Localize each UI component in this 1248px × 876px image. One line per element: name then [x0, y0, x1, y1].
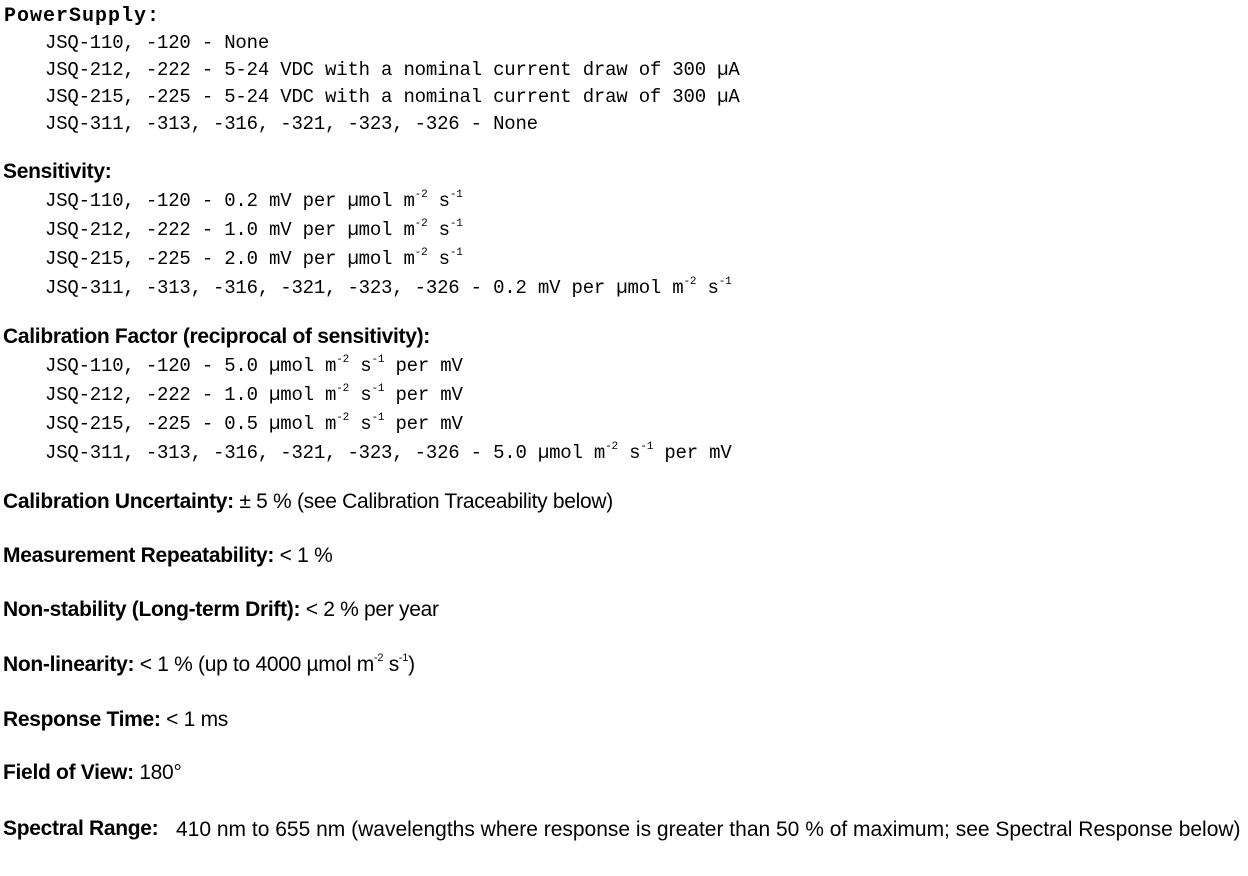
sensitivity-line: JSQ-110, -120 - 0.2 mV per µmol $m^{-2}$ $s^{-1}$: [45, 188, 463, 212]
calibration-uncertainty: Calibration Uncertainty: ± 5 % (see Calibration Traceability below): [3, 490, 613, 513]
sensitivity-line: JSQ-212, -222 - 1.0 mV per µmol $m^{-2}$ $s^{-1}$: [45, 217, 463, 241]
calibration-factor-line: JSQ-212, -222 - 1.0 µmol $m^{-2}$ $s^{-1}$ per mV: [45, 382, 463, 406]
spectral-range-value: 410 nm to 655 nm (wavelengths where response is greater than 50 % of maximum; see Spectral Response below): [176, 818, 1241, 841]
non-linearity: Non-linearity: < 1 % (up to 4000 µmol $m^{-2}$ $s^{-1}$): [3, 652, 415, 676]
power-supply-heading: PowerSupply:: [4, 5, 161, 28]
power-supply-line: JSQ-215, -225 - 5-24 VDC with a nominal current draw of 300 µA: [45, 86, 740, 108]
sensitivity-line: JSQ-215, -225 - 2.0 mV per µmol $m^{-2}$ $s^{-1}$: [45, 246, 463, 270]
calibration-factor-heading: Calibration Factor (reciprocal of sensitivity):: [3, 325, 430, 348]
power-supply-line: JSQ-212, -222 - 5-24 VDC with a nominal current draw of 300 µA: [45, 59, 740, 81]
sensitivity-line: JSQ-311, -313, -316, -321, -323, -326 - 0.2 mV per µmol $m^{-2}$ $s^{-1}$: [45, 275, 732, 299]
calibration-factor-line: JSQ-110, -120 - 5.0 µmol $m^{-2}$ $s^{-1}$ per mV: [45, 353, 463, 377]
response-time: Response Time: < 1 ms: [3, 708, 228, 731]
field-of-view: Field of View: 180°: [3, 761, 182, 784]
measurement-repeatability: Measurement Repeatability: < 1 %: [3, 544, 333, 567]
calibration-factor-line: JSQ-215, -225 - 0.5 µmol $m^{-2}$ $s^{-1}$ per mV: [45, 411, 463, 435]
spectral-range-label: Spectral Range:: [3, 817, 159, 840]
non-stability: Non-stability (Long-term Drift): < 2 % per year: [3, 598, 439, 621]
power-supply-line: JSQ-110, -120 - None: [45, 32, 270, 54]
sensitivity-heading: Sensitivity:: [3, 160, 112, 183]
calibration-factor-line: JSQ-311, -313, -316, -321, -323, -326 - 5.0 µmol $m^{-2}$ $s^{-1}$ per mV: [45, 440, 732, 464]
power-supply-line: JSQ-311, -313, -316, -321, -323, -326 - None: [45, 113, 538, 135]
